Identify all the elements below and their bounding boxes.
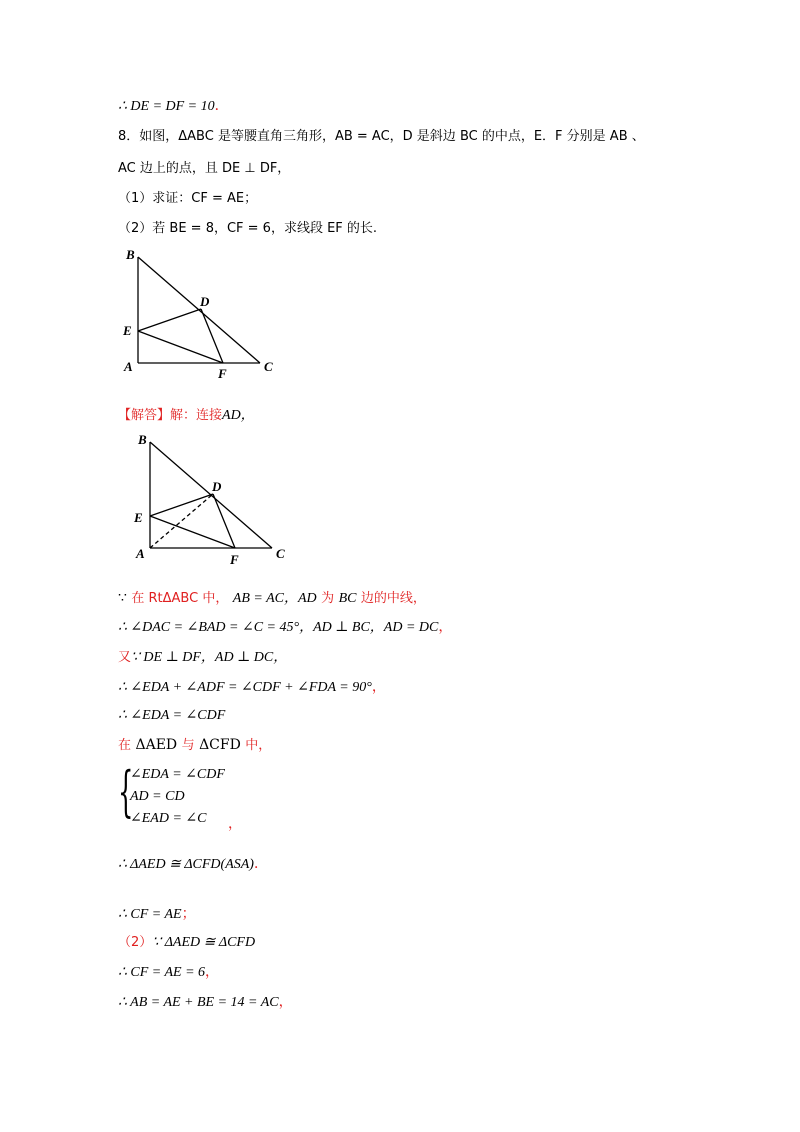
math-expression: ∴ AB = AE + BE = 14 = AC: [118, 995, 279, 1010]
label-c: C: [276, 546, 285, 561]
segment-ed: [150, 494, 213, 516]
proof-line-7: [118, 854, 268, 875]
label-c: C: [264, 359, 273, 374]
proof-text: 在 RtΔABC 中，: [131, 591, 229, 606]
punctuation: ；: [181, 906, 196, 922]
math-expression: ΔAED: [135, 737, 178, 753]
system-line-3: [130, 808, 206, 829]
proof-line-4: [118, 677, 386, 698]
segment-df: [201, 309, 223, 363]
proof-line-8: [118, 904, 196, 925]
proof-line-3: [118, 647, 287, 668]
proof-line-5: [118, 705, 225, 726]
label-f: F: [218, 366, 227, 381]
punctuation: ．: [214, 98, 229, 114]
because-symbol: ∵: [118, 590, 127, 606]
label-e: E: [134, 510, 143, 525]
label-e: E: [123, 323, 132, 338]
problem-text: AC 边上的点，且 DE ⊥ DF，: [118, 161, 291, 176]
math-expression: ∵ DE ⊥ DF，AD ⊥ DC，: [131, 650, 288, 665]
label-a: A: [136, 546, 145, 561]
proof-text: 中，: [245, 738, 272, 753]
label-f: F: [230, 552, 239, 567]
math-expression: ∴ CF = AE: [118, 907, 182, 922]
proof-text: 边的中线，: [360, 591, 426, 606]
proof-line-6: [118, 735, 271, 756]
label-b: B: [126, 247, 135, 262]
math-expression: ∵ ΔAED ≅ ΔCFD: [152, 935, 256, 950]
punctuation: ．: [253, 856, 268, 872]
punctuation: ，: [371, 679, 386, 695]
system-line-1: [130, 764, 225, 785]
math-expression: ∴ ΔAED ≅ ΔCFD(ASA): [118, 857, 254, 872]
question-text: （1）求证：CF = AE；: [118, 191, 258, 206]
math-expression: AD = CD: [130, 789, 185, 804]
solution-label: 【解答】解：连接: [118, 408, 223, 423]
punctuation: ，: [438, 619, 453, 635]
proof-line-10: [118, 962, 219, 983]
math-expression: BC: [338, 591, 357, 606]
proof-line-1: [118, 588, 426, 609]
math-expression: ∴ DE = DF = 10: [118, 99, 215, 114]
segment-ed: [138, 309, 201, 331]
triangle-figure-1: [118, 245, 283, 385]
math-expression: ∠EAD = ∠C: [130, 811, 207, 826]
system-punctuation: ，: [228, 816, 242, 832]
system-line-2: [130, 786, 185, 807]
proof-text: 又: [118, 650, 132, 665]
math-expression: ∠EDA = ∠CDF: [130, 767, 225, 782]
punctuation: ，: [205, 964, 220, 980]
text-line-1: [118, 96, 229, 117]
question-1: [118, 188, 257, 209]
problem-statement-line-1: [118, 126, 645, 147]
proof-text: 与: [181, 738, 195, 753]
part-label: （2）: [118, 935, 153, 950]
question-2: [118, 218, 377, 239]
label-a: A: [124, 359, 133, 374]
proof-text: 在: [118, 738, 132, 753]
punctuation: ，: [278, 994, 293, 1010]
proof-text: 为: [321, 591, 335, 606]
math-expression: AD，: [222, 408, 255, 423]
problem-text: 8．如图，ΔABC 是等腰直角三角形，AB = AC，D 是斜边 BC 的中点，E．F 分别是 AB 、: [118, 129, 645, 144]
proof-line-9: [118, 932, 255, 953]
left-brace: {: [118, 760, 134, 823]
math-expression: ∴ ∠EDA + ∠ADF = ∠CDF + ∠FDA = 90°: [118, 680, 372, 695]
proof-line-2: [118, 617, 452, 638]
math-expression: AB = AC，AD: [232, 591, 317, 606]
math-expression: ∴ CF = AE = 6: [118, 965, 206, 980]
segment-ad-dashed: [150, 494, 213, 548]
segment-df: [213, 494, 235, 548]
question-text: （2）若 BE = 8，CF = 6，求线段 EF 的长.: [118, 221, 378, 236]
triangle-figure-2: [130, 430, 295, 570]
proof-line-11: [118, 992, 293, 1013]
label-d: D: [212, 479, 222, 494]
math-expression: ∴ ∠DAC = ∠BAD = ∠C = 45°，AD ⊥ BC，AD = DC: [118, 620, 439, 635]
problem-statement-line-2: [118, 158, 290, 179]
label-d: D: [200, 294, 210, 309]
math-expression: ∴ ∠EDA = ∠CDF: [118, 708, 226, 723]
solution-heading: [118, 405, 255, 426]
math-expression: ΔCFD: [199, 737, 241, 753]
segment-ef: [150, 516, 235, 548]
segment-ef: [138, 331, 223, 363]
label-b: B: [138, 432, 147, 447]
